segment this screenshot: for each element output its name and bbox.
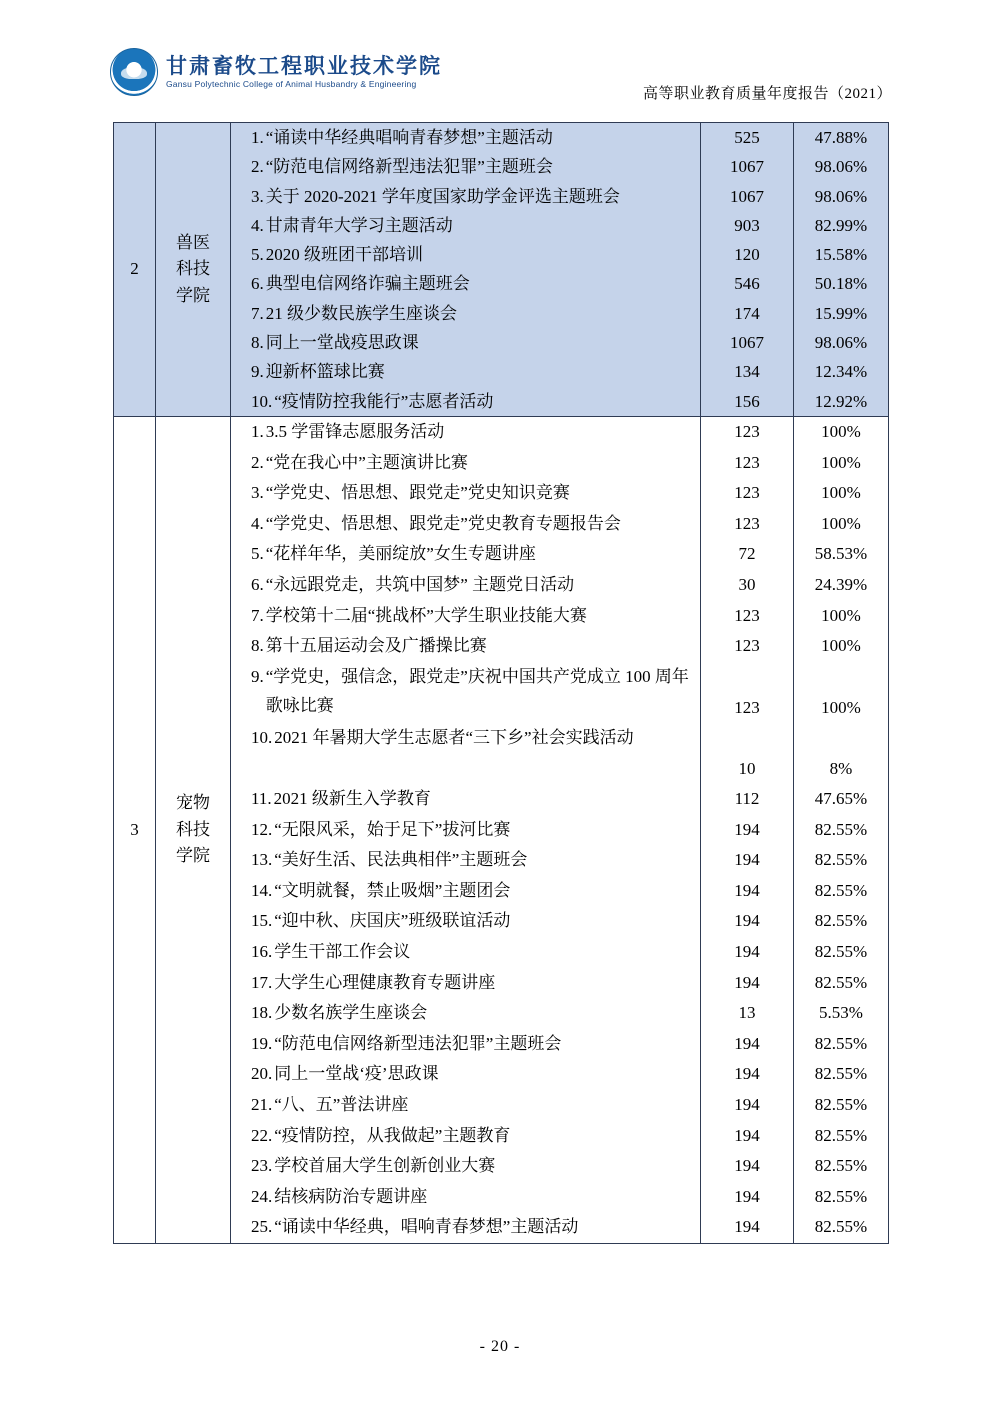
count-value: 194: [734, 1033, 760, 1053]
percent-value: 47.88%: [814, 128, 868, 147]
page-number: - 20 -: [479, 1338, 521, 1355]
logo-text-block: [166, 55, 442, 89]
count-value: 194: [734, 942, 760, 962]
percent-value: 8%: [829, 758, 853, 778]
count-value: 30: [738, 574, 756, 594]
item-number: 2.: [251, 452, 264, 472]
item-number: 20.: [251, 1064, 273, 1084]
percent-value: 82.55%: [814, 911, 868, 931]
count-value: 194: [734, 972, 760, 992]
list-item: [231, 876, 700, 907]
list-item: [231, 152, 700, 181]
percent-value: 58.53%: [814, 544, 868, 564]
list-item: [231, 662, 700, 723]
list-item: [231, 387, 700, 416]
item-number: 3.: [251, 483, 264, 503]
percent-value: 12.34%: [814, 362, 868, 382]
item-text: 结核病防治专题讲座: [274, 1186, 428, 1206]
percent-value: 82.55%: [814, 1095, 868, 1115]
institution-logo: [110, 48, 442, 96]
item-text: “花样年华，美丽绽放”女生专题讲座: [265, 544, 536, 564]
list-item: [231, 1182, 700, 1213]
list-item: [231, 1059, 700, 1090]
item-text: 第十五届运动会及广播操比赛: [265, 636, 487, 656]
percent-value: 82.55%: [814, 850, 868, 870]
item-text: 学校第十二届“挑战杯”大学生职业技能大赛: [265, 605, 587, 625]
item-text: “疫情防控，从我做起”主题教育: [274, 1125, 511, 1145]
item-number: 13.: [251, 850, 273, 870]
list-item: [231, 509, 700, 540]
percent-value: 100%: [821, 513, 861, 533]
item-number: 23.: [251, 1156, 273, 1176]
item-number: 14.: [251, 880, 273, 900]
list-item: [231, 1121, 700, 1152]
list-item: [231, 784, 700, 815]
item-text: “迎中秋、庆国庆”班级联谊活动: [274, 911, 511, 931]
item-text: 学校首届大学生创新创业大赛: [274, 1156, 496, 1176]
activities-table: [113, 122, 889, 1244]
group-count-column: [701, 123, 794, 417]
list-item: [231, 328, 700, 357]
percent-value: 47.65%: [814, 789, 868, 809]
item-text: 同上一堂战疫思政课: [265, 333, 419, 353]
item-text: “诵读中华经典唱响青春梦想”主题活动: [265, 128, 553, 147]
count-value: 123: [734, 452, 760, 472]
percent-value: 100%: [821, 421, 861, 441]
count-value: 194: [734, 850, 760, 870]
percent-value: 82.55%: [814, 1156, 868, 1176]
item-number: 15.: [251, 911, 273, 931]
percent-value: 15.58%: [814, 245, 868, 265]
list-item: [231, 299, 700, 328]
page-header: [0, 0, 1000, 110]
item-text: “学党史，强信念，跟党走”庆祝中国共产党成立 100 周年歌咏比赛: [265, 666, 689, 715]
list-item: [231, 968, 700, 999]
activities-table-wrapper: [113, 122, 888, 1244]
item-text: “党在我心中”主题演讲比赛: [265, 452, 468, 472]
list-item: [231, 123, 700, 152]
item-text: 少数名族学生座谈会: [274, 1003, 428, 1023]
item-number: 24.: [251, 1186, 273, 1206]
item-number: 11.: [251, 789, 272, 809]
dept-line: 科技: [176, 819, 210, 839]
count-value: 156: [734, 391, 760, 411]
list-item: [231, 478, 700, 509]
percent-value: 100%: [821, 697, 861, 717]
item-number: 8.: [251, 636, 264, 656]
list-item: [231, 182, 700, 211]
percent-value: 12.92%: [814, 391, 868, 411]
item-number: 7.: [251, 303, 264, 323]
list-item: [231, 570, 700, 601]
percent-value: 100%: [821, 452, 861, 472]
group-department: [156, 416, 231, 1243]
count-value: 525: [734, 128, 760, 147]
count-value: 1067: [730, 157, 764, 177]
item-number: 19.: [251, 1033, 273, 1053]
percent-value: 82.99%: [814, 215, 868, 235]
count-value: 123: [734, 605, 760, 625]
item-text: 关于 2020-2021 学年度国家助学金评选主题班会: [265, 186, 620, 206]
item-number: 4.: [251, 513, 264, 533]
count-value: 194: [734, 1186, 760, 1206]
item-number: 16.: [251, 942, 273, 962]
table-group-row: [114, 416, 889, 1243]
list-item: [231, 1151, 700, 1182]
item-number: 1.: [251, 128, 264, 147]
report-title: 高等职业教育质量年度报告（2021）: [642, 86, 892, 102]
group-activity-list: [231, 123, 701, 417]
item-number: 9.: [251, 666, 264, 686]
percent-value: 98.06%: [814, 186, 868, 206]
list-item: [231, 937, 700, 968]
percent-value: 82.55%: [814, 1217, 868, 1237]
dept-line: 科技: [176, 259, 210, 279]
item-number: 6.: [251, 574, 264, 594]
item-number: 21.: [251, 1095, 273, 1115]
list-item: [231, 998, 700, 1029]
item-text: “美好生活、民法典相伴”主题班会: [274, 850, 528, 870]
count-value: 134: [734, 362, 760, 382]
percent-value: 82.55%: [814, 1186, 868, 1206]
item-text: “学党史、悟思想、跟党走”党史知识竞赛: [265, 483, 570, 503]
item-text: 同上一堂战‘疫’思政课: [274, 1064, 439, 1084]
list-item: [231, 906, 700, 937]
item-text: 2021 级新生入学教育: [273, 789, 431, 809]
item-text: 2021 年暑期大学生志愿者“三下乡”社会实践活动: [274, 727, 634, 747]
item-number: 18.: [251, 1003, 273, 1023]
list-item: [231, 1029, 700, 1060]
item-number: 8.: [251, 333, 264, 353]
item-number: 22.: [251, 1125, 273, 1145]
item-number: 9.: [251, 362, 264, 382]
group-index: 3: [114, 416, 156, 1243]
percent-value: 82.55%: [814, 1125, 868, 1145]
item-text: 学生干部工作会议: [274, 942, 411, 962]
item-text: “诵读中华经典，唱响青春梦想”主题活动: [274, 1217, 579, 1237]
list-item: [231, 601, 700, 632]
item-text: “疫情防控我能行”志愿者活动: [274, 391, 494, 411]
list-item: [231, 417, 700, 448]
count-value: 194: [734, 819, 760, 839]
item-text: “防范电信网络新型违法犯罪”主题班会: [265, 157, 553, 177]
item-text: 2020 级班团干部培训: [265, 245, 423, 265]
percent-value: 50.18%: [814, 274, 868, 294]
percent-value: 100%: [821, 483, 861, 503]
item-text: “防范电信网络新型违法犯罪”主题班会: [274, 1033, 562, 1053]
college-emblem-icon: [110, 48, 158, 96]
count-value: 1067: [730, 333, 764, 353]
item-number: 5.: [251, 544, 264, 564]
item-number: 7.: [251, 605, 264, 625]
count-value: 123: [734, 513, 760, 533]
percent-value: 82.55%: [814, 942, 868, 962]
percent-value: 82.55%: [814, 972, 868, 992]
percent-value: 100%: [821, 636, 861, 656]
percent-value: 100%: [821, 605, 861, 625]
count-value: 1067: [730, 186, 764, 206]
percent-value: 98.06%: [814, 333, 868, 353]
list-item: [231, 269, 700, 298]
item-number: 2.: [251, 157, 264, 177]
logo-english-name: Gansu Polytechnic College of Animal Husbandry & Engineering: [166, 79, 417, 90]
group-count-column: [701, 416, 794, 1243]
item-text: “八、五”普法讲座: [274, 1095, 409, 1115]
count-value: 10: [738, 758, 756, 778]
item-number: 1.: [251, 421, 264, 441]
dept-line: 学院: [176, 285, 210, 305]
percent-value: 5.53%: [819, 1003, 863, 1023]
list-item: [231, 211, 700, 240]
count-value: 120: [734, 245, 760, 265]
page-footer: [0, 1338, 1000, 1356]
percent-value: 24.39%: [814, 574, 868, 594]
count-value: 123: [734, 636, 760, 656]
count-value: 194: [734, 1064, 760, 1084]
item-text: 大学生心理健康教育专题讲座: [274, 972, 496, 992]
count-value: 194: [734, 911, 760, 931]
group-department: [156, 123, 231, 417]
item-text: “文明就餐，禁止吸烟”主题团会: [274, 880, 511, 900]
count-value: 903: [734, 215, 760, 235]
item-number: 25.: [251, 1217, 273, 1237]
item-text: 甘肃青年大学习主题活动: [265, 215, 453, 235]
item-number: 10.: [251, 391, 273, 411]
group-percent-column: [794, 123, 889, 417]
list-item: [231, 631, 700, 662]
group-index: 2: [114, 123, 156, 417]
list-item: [231, 448, 700, 479]
item-number: 6.: [251, 274, 264, 294]
item-text: 迎新杯篮球比赛: [265, 362, 385, 382]
count-value: 112: [734, 789, 760, 809]
dept-line: 兽医: [176, 232, 210, 252]
list-item: [231, 1090, 700, 1121]
count-value: 123: [734, 421, 760, 441]
dept-line: 学院: [176, 846, 210, 866]
item-number: 5.: [251, 245, 264, 265]
count-value: 123: [734, 697, 760, 717]
group-percent-column: [794, 416, 889, 1243]
count-value: 194: [734, 1217, 760, 1237]
item-number: 4.: [251, 215, 264, 235]
count-value: 194: [734, 1125, 760, 1145]
list-item: [231, 539, 700, 570]
item-text: “无限风采，始于足下”拔河比赛: [274, 819, 511, 839]
item-text: 21 级少数民族学生座谈会: [265, 303, 457, 323]
percent-value: 15.99%: [814, 303, 868, 323]
percent-value: 82.55%: [814, 819, 868, 839]
percent-value: 82.55%: [814, 1033, 868, 1053]
count-value: 194: [734, 1156, 760, 1176]
dept-line: 宠物: [176, 793, 210, 813]
percent-value: 98.06%: [814, 157, 868, 177]
item-number: 3.: [251, 186, 264, 206]
item-text: “永远跟党走，共筑中国梦” 主题党日活动: [265, 574, 575, 594]
table-group-row: [114, 123, 889, 417]
list-item: [231, 240, 700, 269]
list-item: [231, 1212, 700, 1243]
count-value: 72: [738, 544, 756, 564]
count-value: 546: [734, 274, 760, 294]
percent-value: 82.55%: [814, 880, 868, 900]
group-activity-list: [231, 416, 701, 1243]
count-value: 174: [734, 303, 760, 323]
list-item: [231, 845, 700, 876]
list-item: [231, 815, 700, 846]
count-value: 194: [734, 880, 760, 900]
count-value: 13: [738, 1003, 756, 1023]
count-value: 123: [734, 483, 760, 503]
item-number: 10.: [251, 727, 273, 747]
list-item: [231, 357, 700, 386]
item-text: “学党史、悟思想、跟党走”党史教育专题报告会: [265, 513, 621, 533]
item-text: 3.5 学雷锋志愿服务活动: [265, 421, 445, 441]
item-text: 典型电信网络诈骗主题班会: [265, 274, 470, 294]
item-number: 17.: [251, 972, 273, 992]
list-item: [231, 723, 700, 784]
percent-value: 82.55%: [814, 1064, 868, 1084]
count-value: 194: [734, 1095, 760, 1115]
item-number: 12.: [251, 819, 273, 839]
logo-chinese-name: 甘肃畜牧工程职业技术学院: [166, 54, 442, 79]
